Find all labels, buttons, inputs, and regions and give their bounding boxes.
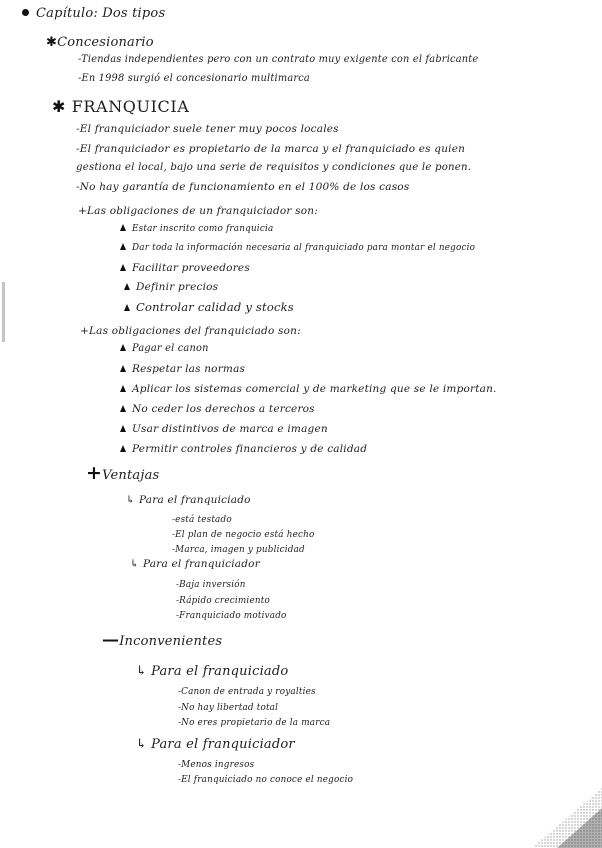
ventajas-franquiciador-item: -Baja inversión <box>176 580 246 590</box>
franquicia-item-3: gestiona el local, bajo una serie de requisitos y condiciones que le ponen. <box>76 162 472 173</box>
scan-shadow-corner <box>532 788 602 848</box>
obligacion-franquiciador-item: Controlar calidad y stocks <box>124 300 294 314</box>
triangle-icon <box>120 425 126 432</box>
ventajas-franquiciado-item: -Marca, imagen y publicidad <box>172 545 305 555</box>
obligaciones-franquiciado-title: +Las obligaciones del franquiciado son: <box>80 325 301 337</box>
triangle-icon <box>120 385 126 392</box>
ventajas-para-franquiciado-title: ↳ Para el franquiciado <box>126 494 251 506</box>
paper-edge-mark <box>2 282 5 342</box>
return-arrow-icon: ↳ <box>136 737 148 752</box>
asterisk-icon: ✱ <box>52 97 72 116</box>
concesionario-item-1: -Tiendas independientes pero con un contrato muy exigente con el fabricante <box>78 54 479 65</box>
triangle-icon <box>124 283 130 290</box>
inconvenientes-franquiciado-item: -Canon de entrada y royalties <box>178 687 316 697</box>
triangle-icon <box>120 445 126 452</box>
franquicia-item-4: -No hay garantía de funcionamiento en el 100% de los casos <box>76 181 410 193</box>
obligacion-franquiciado-item: Permitir controles financieros y de calidad <box>120 443 367 455</box>
filled-circle-icon <box>22 9 29 16</box>
obligacion-franquiciador-item: Estar inscrito como franquicia <box>120 224 273 234</box>
inconvenientes-franquiciador-item: -Menos ingresos <box>178 760 255 770</box>
obligacion-franquiciado-item: Pagar el canon <box>120 343 209 354</box>
ventajas-franquiciado-item: -está testado <box>172 515 232 525</box>
triangle-icon <box>120 405 126 412</box>
inconvenientes-franquiciado-item: -No eres propietario de la marca <box>178 718 331 728</box>
concesionario-title: ✱Concesionario <box>46 35 154 50</box>
obligacion-franquiciado-item: No ceder los derechos a terceros <box>120 403 315 415</box>
plus-icon: + <box>86 462 103 484</box>
franquicia-item-2: -El franquiciador es propietario de la marca y el franquiciado es quien <box>76 143 466 155</box>
inconvenientes-title: —Inconvenientes <box>102 630 223 650</box>
triangle-icon <box>124 304 130 311</box>
ventajas-franquiciador-item: -Franquiciado motivado <box>176 611 287 621</box>
ventajas-para-franquiciador-title: ↳ Para el franquiciador <box>130 558 260 570</box>
inconvenientes-para-franquiciador-title: ↳ Para el franquiciador <box>136 737 295 752</box>
obligacion-franquiciado-item: Respetar las normas <box>120 363 245 375</box>
concesionario-item-2: -En 1998 surgió el concesionario multimarca <box>78 73 310 84</box>
obligaciones-franquiciador-title: +Las obligaciones de un franquiciador son: <box>78 205 318 217</box>
chapter-heading: Capítulo: Dos tipos <box>22 6 165 21</box>
obligacion-franquiciado-item: Usar distintivos de marca e imagen <box>120 423 328 435</box>
inconvenientes-para-franquiciado-title: ↳ Para el franquiciado <box>136 664 289 679</box>
obligacion-franquiciado-item: Aplicar los sistemas comercial y de marketing que se le importan. <box>120 383 497 395</box>
franquicia-item-1: -El franquiciador suele tener muy pocos locales <box>76 123 339 135</box>
inconvenientes-franquiciado-item: -No hay libertad total <box>178 703 279 713</box>
return-arrow-icon: ↳ <box>126 494 135 506</box>
asterisk-icon: ✱ <box>46 35 58 50</box>
ventajas-franquiciado-item: -El plan de negocio está hecho <box>172 530 315 540</box>
return-arrow-icon: ↳ <box>130 558 139 570</box>
obligacion-franquiciador-item: Dar toda la información necesaria al franquiciado para montar el negocio <box>120 243 475 253</box>
ventajas-franquiciador-item: -Rápido crecimiento <box>176 596 270 606</box>
triangle-icon <box>120 243 126 250</box>
minus-icon: — <box>102 630 120 650</box>
obligacion-franquiciador-item: Facilitar proveedores <box>120 262 250 274</box>
inconvenientes-franquiciador-item: -El franquiciado no conoce el negocio <box>178 775 354 785</box>
ventajas-title: +Ventajas <box>86 462 160 484</box>
triangle-icon <box>120 344 126 351</box>
obligacion-franquiciador-item: Definir precios <box>124 281 218 293</box>
triangle-icon <box>120 264 126 271</box>
franquicia-title: ✱ FRANQUICIA <box>52 97 190 116</box>
triangle-icon <box>120 365 126 372</box>
return-arrow-icon: ↳ <box>136 664 148 679</box>
triangle-icon <box>120 224 126 231</box>
